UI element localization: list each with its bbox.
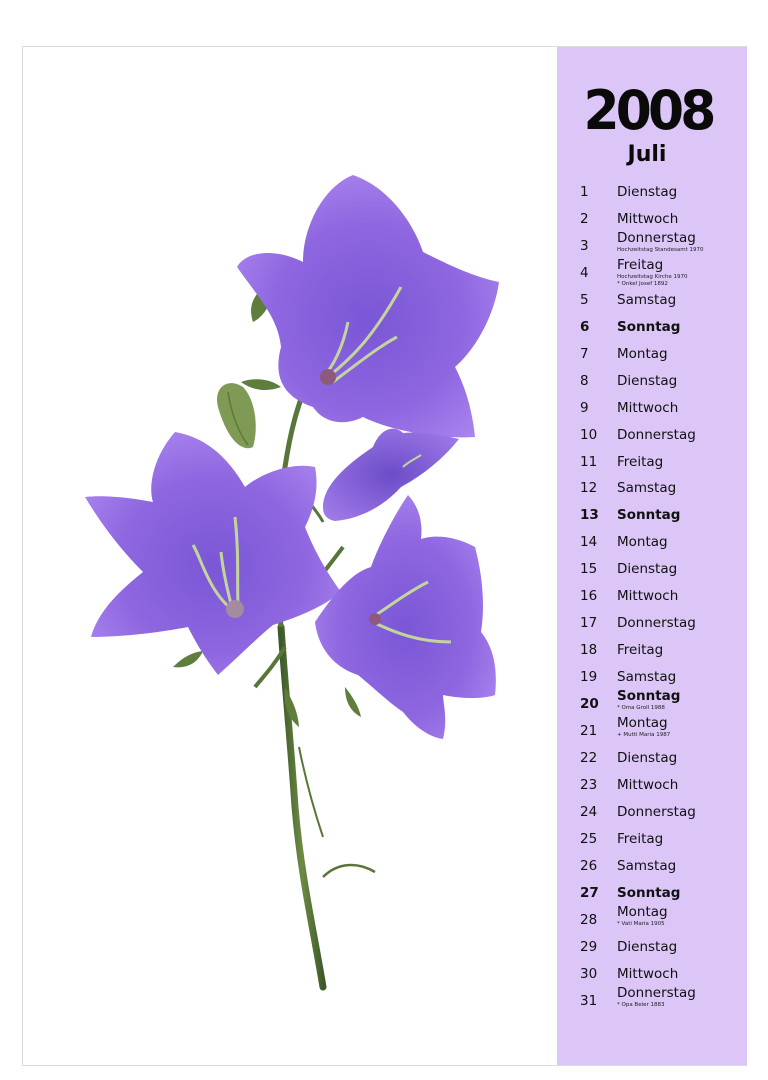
day-number: 17 [580,615,598,632]
day-number: 19 [580,669,598,686]
weekday-name: Sonntag [617,884,681,901]
weekday-name: Mittwoch [617,776,679,793]
weekday-name: Dienstag [617,184,678,200]
weekday-name: Donnerstag [617,984,696,1001]
day-number: 25 [580,830,598,847]
day-row [557,745,747,771]
weekday-name: Samstag [617,480,677,497]
weekday-name: Samstag [617,857,677,874]
day-note: * Oma Groll 1988 [617,705,665,712]
weekday-name: Freitag [617,642,664,659]
day-row [557,556,747,582]
day-note: * Opa Beier 1883 [617,1001,665,1008]
weekday-name: Mittwoch [617,399,679,416]
day-row [557,715,747,744]
weekday-name: Sonntag [617,688,681,705]
day-number: 7 [580,345,589,362]
weekday-name: Dienstag [617,561,678,578]
weekday-name: Montag [617,345,668,362]
day-row [557,341,747,367]
day-number: 4 [580,264,589,281]
day-number: 2 [580,210,589,227]
weekday-name: Dienstag [617,749,678,766]
day-number: 11 [580,453,598,470]
day-number: 21 [580,723,598,739]
weekday-name: Samstag [617,669,677,686]
day-row [557,314,747,340]
weekday-name: Donnerstag [617,229,696,246]
day-row [557,475,747,501]
day-row [557,637,747,663]
day-row [557,583,747,609]
calendar-page [22,46,747,1066]
day-number: 26 [580,857,598,874]
day-note: * Vati Maria 1905 [617,920,665,927]
weekday-name: Montag [617,715,668,731]
weekday-name: Samstag [617,291,677,308]
day-number: 28 [580,911,598,928]
middle-flower [323,429,459,521]
day-row [557,179,747,205]
weekday-name: Donnerstag [617,803,696,820]
day-row [557,368,747,394]
weekday-name: Dienstag [617,372,678,389]
day-note: * Onkel Josef 1892 [617,280,668,287]
day-number: 1 [580,184,589,200]
day-row [557,934,747,960]
weekday-name: Donnerstag [617,615,696,632]
weekday-name: Montag [617,534,668,551]
day-row [557,422,747,448]
day-number: 10 [580,426,598,443]
day-number: 18 [580,642,598,659]
day-number: 31 [580,992,598,1009]
day-row [557,903,747,933]
day-number: 6 [580,318,590,335]
day-row [557,799,747,825]
day-number: 22 [580,749,598,766]
day-number: 3 [580,237,589,254]
day-row [557,502,747,528]
day-number: 23 [580,776,598,793]
weekday-name: Sonntag [617,507,681,524]
calendar-year: 2008 [583,79,713,142]
day-row [557,287,747,313]
day-number: 29 [580,938,598,955]
day-number: 30 [580,965,598,982]
day-row [557,449,747,475]
day-row [557,256,747,287]
day-row [557,826,747,852]
day-number: 20 [580,696,599,713]
day-number: 16 [580,588,598,605]
day-number: 9 [580,399,589,416]
day-number: 8 [580,372,589,389]
weekday-name: Donnerstag [617,426,696,443]
day-number: 27 [580,884,599,901]
right-flower [315,495,496,739]
day-number: 5 [580,291,589,308]
weekday-name: Freitag [617,453,664,470]
weekday-name: Sonntag [617,318,681,335]
day-row [557,984,747,1014]
weekday-name: Freitag [617,830,664,847]
day-note: Hochzeitstag Kirche 1970 [617,273,688,280]
top-flower [237,175,499,437]
bellflower-illustration [23,47,557,1065]
left-flower [85,432,341,675]
day-note: + Mutti Maria 1987 [617,732,671,738]
weekday-name: Montag [617,903,668,920]
weekday-name: Mittwoch [617,965,679,982]
weekday-name: Dienstag [617,938,678,955]
bellflower-photo [23,47,557,1065]
day-note: Hochzeitstag Standesamt 1970 [617,246,704,253]
day-row [557,772,747,798]
calendar-sidebar [557,47,747,1065]
day-row [557,610,747,636]
day-number: 15 [580,561,598,578]
day-number: 13 [580,507,599,524]
day-row [557,529,747,555]
weekday-name: Mittwoch [617,588,679,605]
day-number: 24 [580,803,598,820]
weekday-name: Freitag [617,256,664,273]
day-row [557,395,747,421]
day-number: 12 [580,480,598,497]
weekday-name: Mittwoch [617,210,679,227]
calendar-month: Juli [627,142,667,167]
day-row [557,853,747,879]
day-number: 14 [580,534,598,551]
